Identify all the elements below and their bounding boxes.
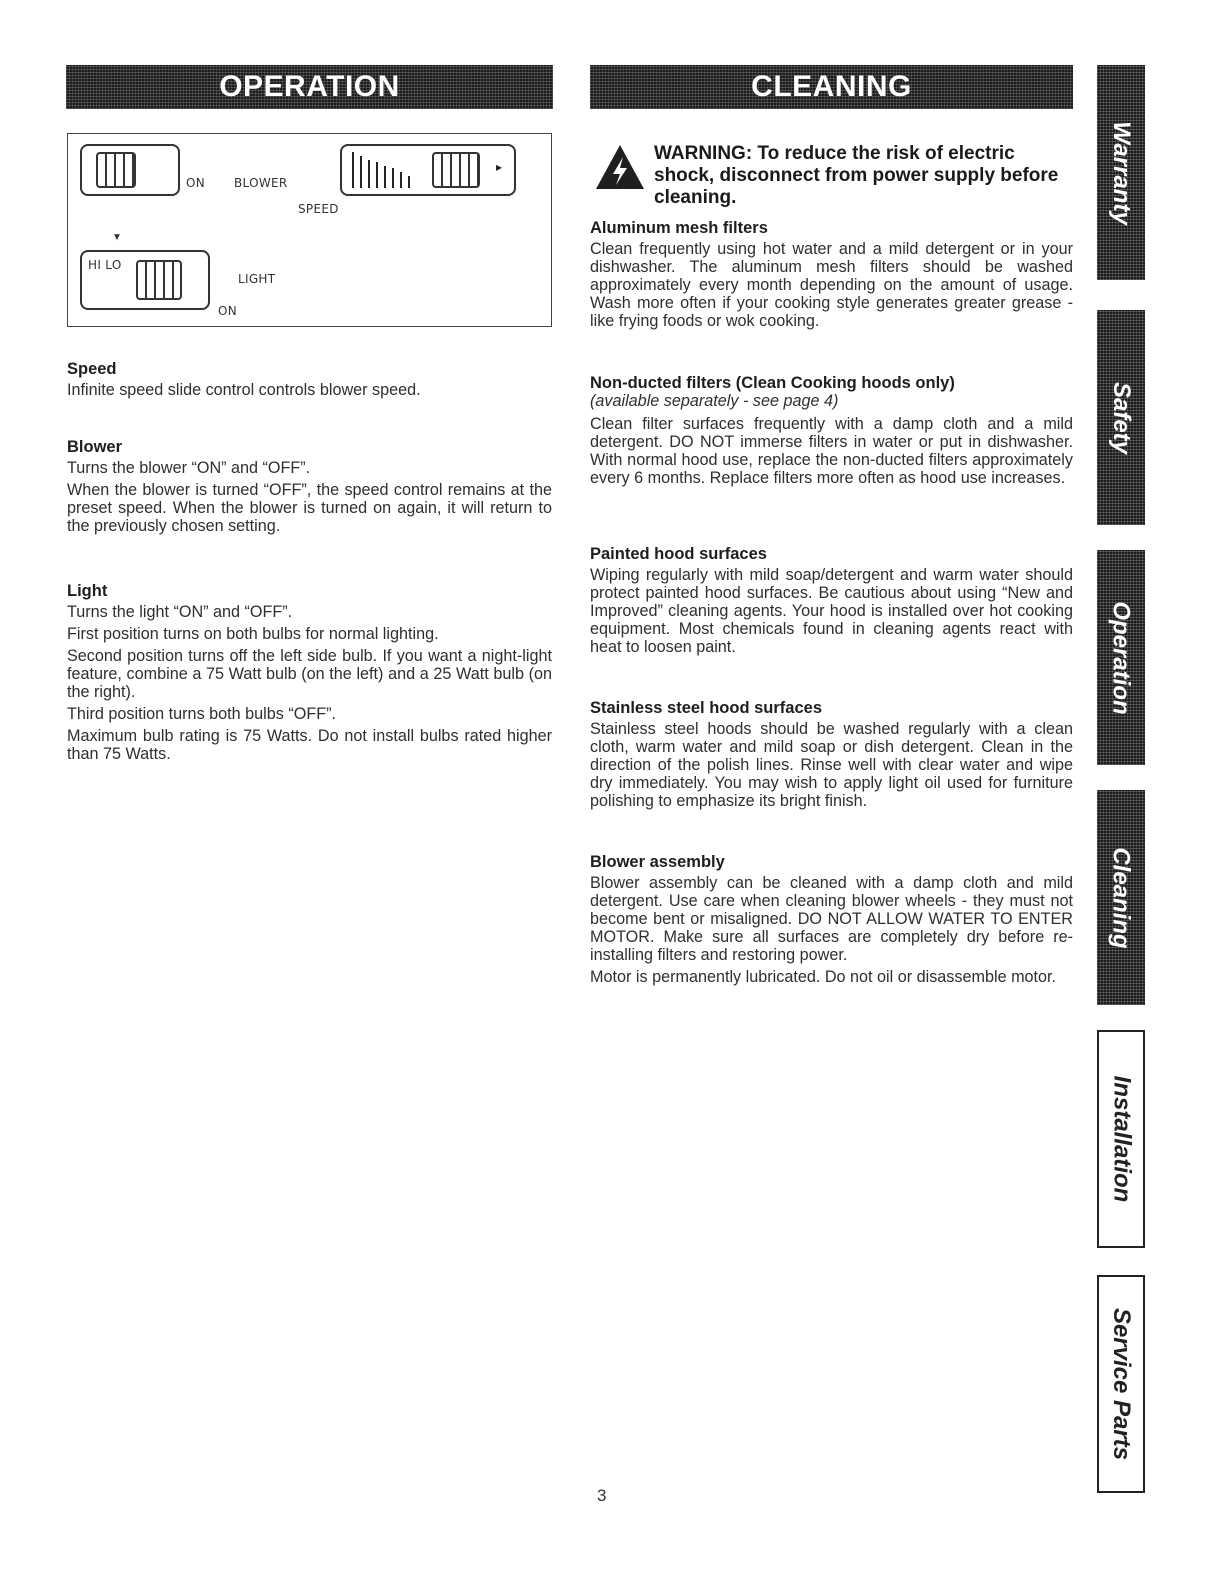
aluminum-paragraph: Clean frequently using hot water and a mild detergent or in your dishwasher. The aluminum mesh filters should be washed approximately every month depending on the amount of usage. Wash more often if your cooking style generates greater grease - like frying foods or wok cooking. (590, 240, 1073, 330)
tab-service-parts-label: Service Parts (1108, 1307, 1136, 1461)
light-section (67, 582, 552, 767)
speed-label: SPEED (298, 202, 339, 216)
cleaning-banner: CLEANING (590, 65, 1073, 109)
page-number: 3 (597, 1486, 607, 1505)
hi-lo-label: HI LO (88, 258, 122, 272)
blower-switch-knob (96, 152, 136, 188)
aluminum-heading: Aluminum mesh filters (590, 219, 768, 237)
nonducted-heading: Non-ducted filters (Clean Cooking hoods only) (590, 374, 955, 392)
blower-assembly-section (590, 853, 1073, 990)
electric-shock-warning-icon (594, 143, 646, 191)
painted-heading: Painted hood surfaces (590, 545, 767, 563)
blower-switch (80, 144, 180, 196)
light-paragraph: Third position turns both bulbs “OFF”. (67, 705, 336, 723)
blower-section (67, 438, 552, 539)
painted-section (590, 545, 1073, 660)
tab-service-parts[interactable] (1097, 1275, 1145, 1493)
light-paragraph: Second position turns off the left side bulb. If you want a night-light feature, combine a 75 Watt bulb (on the left) and a 25 Watt bulb (on the right). (67, 647, 552, 701)
tab-warranty[interactable] (1097, 65, 1145, 280)
stainless-paragraph: Stainless steel hoods should be washed regularly with a clean cloth, warm water and mild soap or dish detergent. Clean in the direction of the polish lines. Rinse well with clear water and wipe dry immediately. You may wish to apply light oil used for furniture polishing to emphasize its bright finish. (590, 720, 1073, 810)
slider-arrow-icon: ▸ (496, 160, 503, 174)
nonducted-paragraph: Clean filter surfaces frequently with a damp cloth and a mild detergent. DO NOT immerse filters in water or put in dishwasher. With normal hood use, replace the non-ducted filters approximately every 6 months. Replace filters more often as hood use increases. (590, 415, 1073, 487)
speed-heading: Speed (67, 360, 117, 378)
down-arrow-icon: ▼ (112, 232, 122, 243)
speed-ticks (352, 152, 410, 188)
light-switch-knob (136, 260, 182, 300)
tab-operation[interactable] (1097, 550, 1145, 765)
painted-paragraph: Wiping regularly with mild soap/detergent and warm water should protect painted hood surfaces. Be cautious about using “New and Improved” cleaning agents. Your hood is installed over hot cooking equipment. Most chemicals found in cleaning agents react with heat to loosen paint. (590, 566, 1073, 656)
blower-assembly-heading: Blower assembly (590, 853, 725, 871)
blower-assembly-paragraph: Blower assembly can be cleaned with a damp cloth and mild detergent. Use care when cleaning blower wheels - they must not become bent or misaligned. DO NOT ALLOW WATER TO ENTER MOTOR. Make sure all surfaces are completely dry before re-installing filters and restoring power. (590, 874, 1073, 964)
blower-heading: Blower (67, 438, 123, 456)
light-label: LIGHT (238, 272, 276, 286)
tab-cleaning[interactable] (1097, 790, 1145, 1005)
tab-installation-label: Installation (1108, 1075, 1135, 1203)
light-paragraph: First position turns on both bulbs for normal lighting. (67, 625, 439, 643)
nonducted-subheading: (available separately - see page 4) (590, 392, 839, 410)
light-heading: Light (67, 582, 108, 600)
tab-installation[interactable] (1097, 1030, 1145, 1248)
stainless-heading: Stainless steel hood surfaces (590, 699, 823, 717)
light-paragraph: Maximum bulb rating is 75 Watts. Do not install bulbs rated higher than 75 Watts. (67, 727, 552, 763)
light-on-label: ON (218, 304, 238, 318)
blower-paragraph: Turns the blower “ON” and “OFF”. (67, 459, 311, 477)
speed-slider-knob (432, 152, 480, 188)
stainless-section (590, 699, 1073, 814)
light-paragraph: Turns the light “ON” and “OFF”. (67, 603, 293, 621)
speed-paragraph: Infinite speed slide control controls blower speed. (67, 381, 421, 399)
blower-paragraph: When the blower is turned “OFF”, the speed control remains at the preset speed. When the blower is turned on again, it will return to the previously chosen setting. (67, 481, 552, 535)
tab-cleaning-label: Cleaning (1108, 846, 1135, 949)
speed-section (67, 360, 552, 403)
aluminum-section (590, 219, 1073, 334)
blower-assembly-paragraph: Motor is permanently lubricated. Do not oil or disassemble motor. (590, 968, 1057, 986)
blower-label: BLOWER (234, 176, 288, 190)
tab-warranty-label: Warranty (1108, 120, 1135, 225)
warning-block (590, 143, 1074, 208)
tab-operation-label: Operation (1108, 600, 1135, 715)
warning-text: WARNING: To reduce the risk of electric shock, disconnect from power supply before cleaning. (654, 143, 1059, 208)
control-panel-diagram (67, 133, 552, 327)
tab-safety-label: Safety (1108, 381, 1136, 454)
operation-banner: OPERATION (66, 65, 553, 109)
nonducted-section (590, 374, 1073, 491)
speed-slider (340, 144, 516, 196)
tab-safety[interactable] (1097, 310, 1145, 525)
blower-on-label: ON (186, 176, 206, 190)
